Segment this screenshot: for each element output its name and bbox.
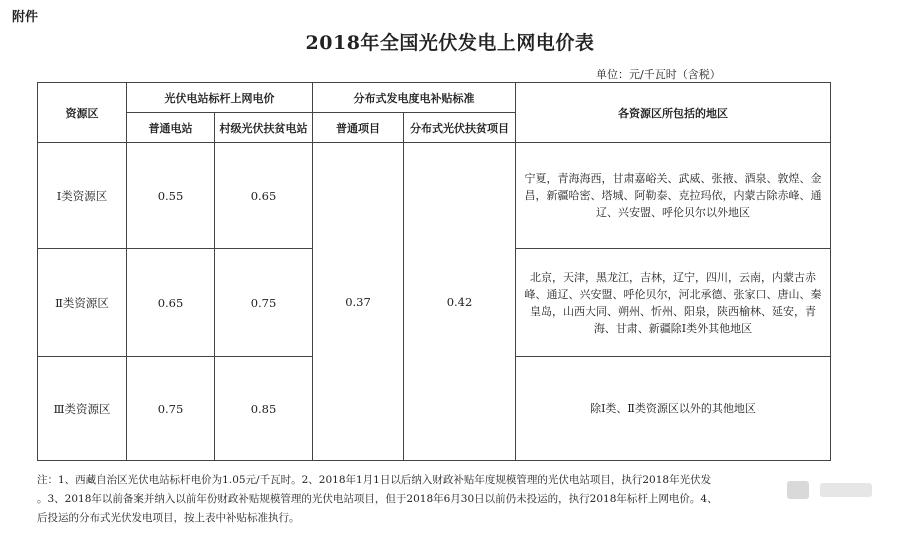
header-benchmark-normal: 普通电站 [127,113,215,143]
areas-cell: 除Ⅰ类、Ⅱ类资源区以外的其他地区 [590,402,756,415]
footnote-line: 后投运的分布式光伏发电项目，按上表中补贴标准执行。 [37,512,300,524]
header-areas: 各资源区所包括的地区 [516,83,831,143]
areas-cell: 宁夏，青海海西，甘肃嘉峪关、武威、张掖、酒泉、敦煌、金昌，新疆哈密、塔城、阿勒泰、克拉玛依，内蒙古除赤峰、通辽、兴安盟、呼伦贝尔以外地区 [524,172,822,219]
watermark-block [787,481,809,499]
normal-price-cell: 0.65 [127,249,215,357]
header-subsidy-group: 分布式发电度电补贴标准 [313,83,516,113]
region-cell: Ⅲ类资源区 [38,357,127,461]
price-table [37,82,831,461]
normal-price-cell: 0.55 [127,143,215,249]
header-benchmark-group: 光伏电站标杆上网电价 [127,83,313,113]
watermark-block [820,483,872,497]
region-cell: Ⅱ类资源区 [38,249,127,357]
normal-price-cell: 0.75 [127,357,215,461]
page-title: 2018年全国光伏发电上网电价表 [305,32,595,54]
poverty-price-cell: 0.75 [215,249,313,357]
footnote [37,471,767,528]
footnote-line: 。3、2018年以前备案并纳入以前年份财政补贴规模管理的光伏电站项目，但于2018年6月30日以前仍未投运的，执行2018年标杆上网电价。4、 [37,493,718,505]
header-subsidy-normal: 普通项目 [313,113,404,143]
poverty-price-cell: 0.65 [215,143,313,249]
areas-cell: 北京，天津，黑龙江，吉林，辽宁，四川，云南，内蒙古赤峰、通辽、兴安盟、呼伦贝尔，河北承德、张家口、唐山、秦皇岛，山西大同、朔州、忻州、阳泉，陕西榆林、延安，青海、甘肃、新疆除Ⅰ类外其他地区 [524,270,822,335]
attachment-label: 附件 [12,10,39,25]
region-cell: Ⅰ类资源区 [38,143,127,249]
table-row [38,143,831,249]
poverty-price-cell: 0.85 [215,357,313,461]
header-region: 资源区 [38,83,127,143]
header-subsidy-poverty: 分布式光伏扶贫项目 [404,113,516,143]
subsidy-poverty-value: 0.42 [404,143,516,461]
unit-label: 单位：元/千瓦时（含税） [596,68,721,81]
header-benchmark-poverty: 村级光伏扶贫电站 [215,113,313,143]
subsidy-normal-value: 0.37 [313,143,404,461]
footnote-line: 注：1、西藏自治区光伏电站标杆电价为1.05元/千瓦时。2、2018年1月1日以后纳入财政补贴年度规模管理的光伏电站项目，执行2018年光伏发 [37,474,712,486]
